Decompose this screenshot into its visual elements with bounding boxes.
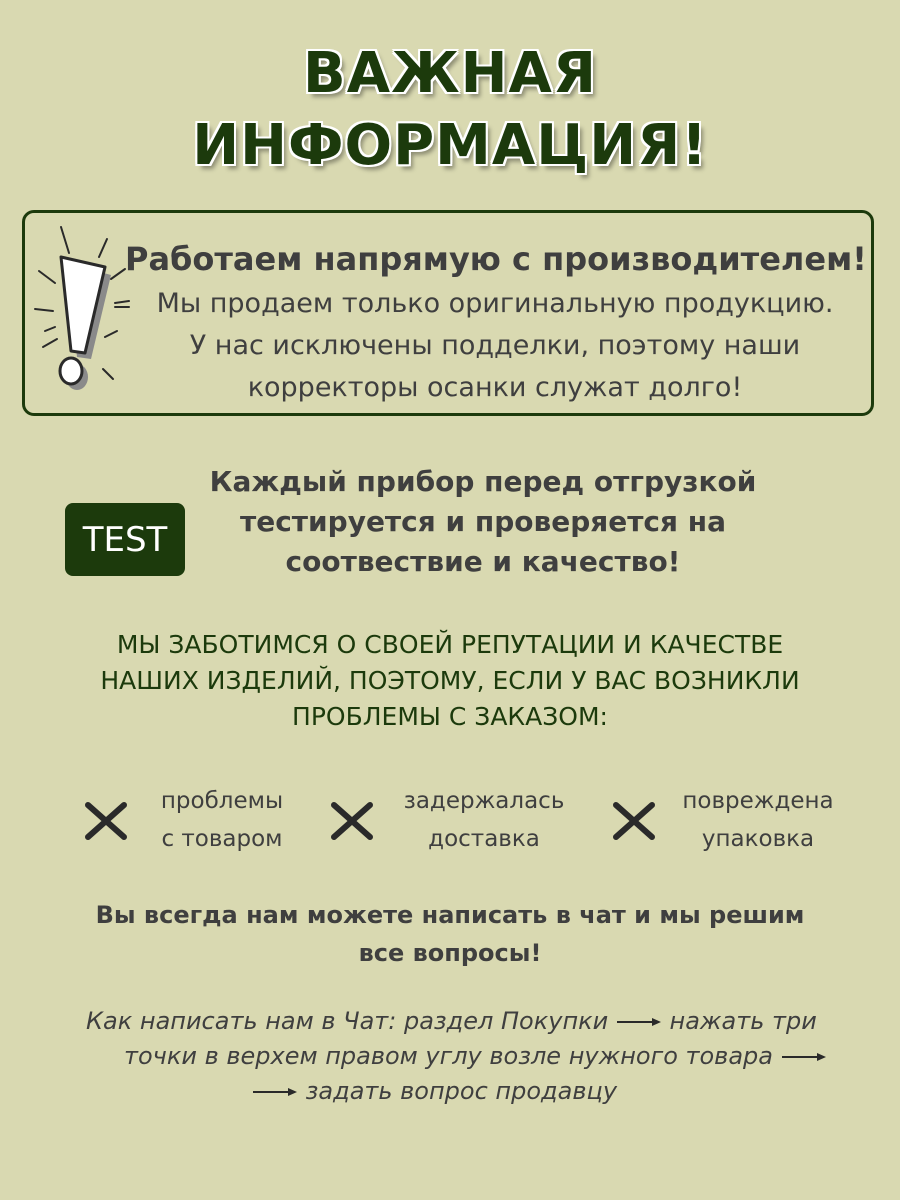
howto-line-1 xyxy=(86,1003,817,1039)
page-title xyxy=(0,38,900,182)
problem-label-line-2: с товаром xyxy=(161,826,283,852)
x-icon xyxy=(328,797,376,845)
test-badge: TEST xyxy=(65,503,185,576)
test-description xyxy=(200,462,766,582)
chat-text xyxy=(60,896,840,972)
exclamation-icon xyxy=(33,219,133,404)
howto-part-3: точки в верхем правом углу возле нужного товара xyxy=(124,1042,773,1070)
info-heading: Работаем напрямую с производителем! xyxy=(125,240,867,278)
care-line-1: МЫ ЗАБОТИМСЯ О СВОЕЙ РЕПУТАЦИИ И КАЧЕСТВЕ xyxy=(116,630,784,659)
arrow-right-icon xyxy=(616,1016,662,1028)
howto-part-2: нажать три xyxy=(669,1007,817,1035)
test-line-2: тестируется и проверяется на xyxy=(239,505,726,538)
care-line-3: ПРОБЛЕМЫ С ЗАКАЗОМ: xyxy=(292,702,608,731)
x-icon xyxy=(610,797,658,845)
problem-item-product xyxy=(82,782,322,862)
info-line-2: У нас исключены подделки, поэтому наши xyxy=(189,330,801,361)
problem-label-line-1: задержалась xyxy=(403,788,565,814)
problem-label xyxy=(658,782,858,858)
title-line-1: ВАЖНАЯ xyxy=(303,41,597,106)
info-line-1: Мы продаем только оригинальную продукцию. xyxy=(156,288,834,319)
problem-label xyxy=(384,782,584,858)
test-line-1: Каждый прибор перед отгрузкой xyxy=(209,465,757,498)
problem-label-line-2: доставка xyxy=(428,826,540,852)
problem-label-line-2: упаковка xyxy=(701,826,815,852)
howto-part-1: Как написать нам в Чат: раздел Покупки xyxy=(86,1007,609,1035)
problem-item-delivery xyxy=(328,782,588,862)
arrow-right-icon xyxy=(252,1086,298,1098)
test-line-3: соотвествие и качество! xyxy=(285,545,681,578)
problem-item-packaging xyxy=(610,782,860,862)
howto-part-4: задать вопрос продавцу xyxy=(305,1077,618,1105)
care-line-2: НАШИХ ИЗДЕЛИЙ, ПОЭТОМУ, ЕСЛИ У ВАС ВОЗНИКЛИ xyxy=(100,666,800,695)
howto-line-2 xyxy=(124,1038,827,1074)
info-text xyxy=(125,235,865,409)
problem-label-line-1: проблемы xyxy=(160,788,284,814)
info-box xyxy=(22,210,874,416)
info-line-3: корректоры осанки служат долго! xyxy=(247,372,743,403)
title-line-2: ИНФОРМАЦИЯ! xyxy=(192,113,708,178)
arrow-right-icon xyxy=(781,1051,827,1063)
chat-line-2: все вопросы! xyxy=(358,939,542,967)
care-text xyxy=(60,627,840,735)
problem-label xyxy=(122,782,322,858)
howto-line-3 xyxy=(252,1073,617,1109)
chat-line-1: Вы всегда нам можете написать в чат и мы решим xyxy=(95,901,805,929)
problem-label-line-1: повреждена xyxy=(682,788,834,814)
